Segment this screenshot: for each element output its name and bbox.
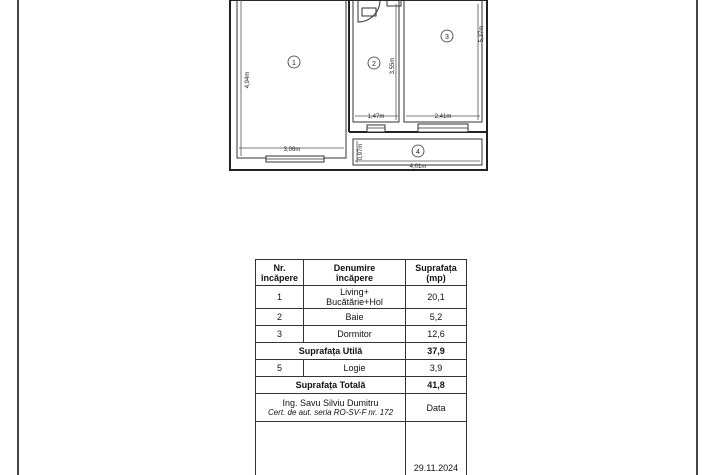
total-area-value: 41,8 — [406, 377, 467, 394]
room-1-outline — [237, 0, 346, 158]
window — [367, 125, 385, 132]
row-name-line1: Living+ — [340, 287, 369, 297]
room-4-number: 4 — [416, 149, 420, 156]
table-header-row — [256, 260, 467, 286]
room-2-number: 2 — [372, 61, 376, 68]
total-area-row — [256, 377, 467, 394]
room-1-width-dim: 3,06m — [283, 147, 301, 153]
useful-area-row — [256, 343, 467, 360]
room-3-height-dim: 5,37m — [479, 25, 485, 43]
room-3-number: 3 — [445, 34, 449, 41]
engineer-name: Ing. Savu Silviu Dumitru — [282, 397, 379, 408]
header-name-line1: Denumire — [333, 262, 376, 273]
header-area — [406, 260, 467, 286]
area-table — [255, 259, 467, 475]
room-3-width-dim: 2,41m — [434, 114, 452, 120]
total-area-label: Suprafața Totală — [256, 377, 406, 394]
room-4-width-dim: 4,01m — [409, 164, 427, 170]
row-name-line2: Bucătărie+Hol — [326, 297, 383, 307]
table-row — [256, 360, 467, 377]
signature-space-row — [256, 422, 467, 475]
row-nr: 2 — [256, 309, 304, 326]
row-name: Logie — [304, 360, 406, 377]
useful-area-label: Suprafața Utilă — [256, 343, 406, 360]
row-name: Baie — [304, 309, 406, 326]
row-nr: 5 — [256, 360, 304, 377]
row-area: 3,9 — [406, 360, 467, 377]
engineer-cert: Cert. de aut. seria RO-SV-F nr. 172 — [267, 407, 394, 417]
room-1-number: 1 — [292, 60, 296, 67]
row-name: Dormitor — [304, 326, 406, 343]
header-nr — [256, 260, 304, 286]
floor-plan — [0, 0, 720, 180]
header-nr-line1: Nr. — [273, 262, 286, 273]
signature-row — [256, 394, 467, 422]
table-row — [256, 286, 467, 309]
date-value: 29.11.2024 — [406, 422, 467, 475]
room-1-height-dim: 4,94m — [245, 71, 251, 89]
row-nr: 3 — [256, 326, 304, 343]
row-area: 5,2 — [406, 309, 467, 326]
table-row — [256, 309, 467, 326]
row-area: 20,1 — [406, 286, 467, 309]
door-swing — [358, 0, 380, 22]
room-3-outline — [404, 0, 482, 122]
signature-space — [256, 422, 406, 475]
row-area: 12,6 — [406, 326, 467, 343]
row-nr: 1 — [256, 286, 304, 309]
header-area-line2: (mp) — [426, 272, 446, 283]
room-2-height-dim: 3,55m — [390, 57, 396, 75]
header-area-line1: Suprafața — [415, 262, 457, 273]
header-name — [304, 260, 406, 286]
row-name — [304, 286, 406, 309]
date-label: Data — [406, 394, 467, 422]
header-name-line2: încăpere — [335, 272, 374, 283]
header-nr-line2: încăpere — [260, 272, 299, 283]
room-4-height-dim: 0,97m — [358, 143, 364, 161]
engineer-cell — [256, 394, 406, 422]
room-2-width-dim: 1,47m — [367, 114, 385, 120]
table-row — [256, 326, 467, 343]
useful-area-value: 37,9 — [406, 343, 467, 360]
